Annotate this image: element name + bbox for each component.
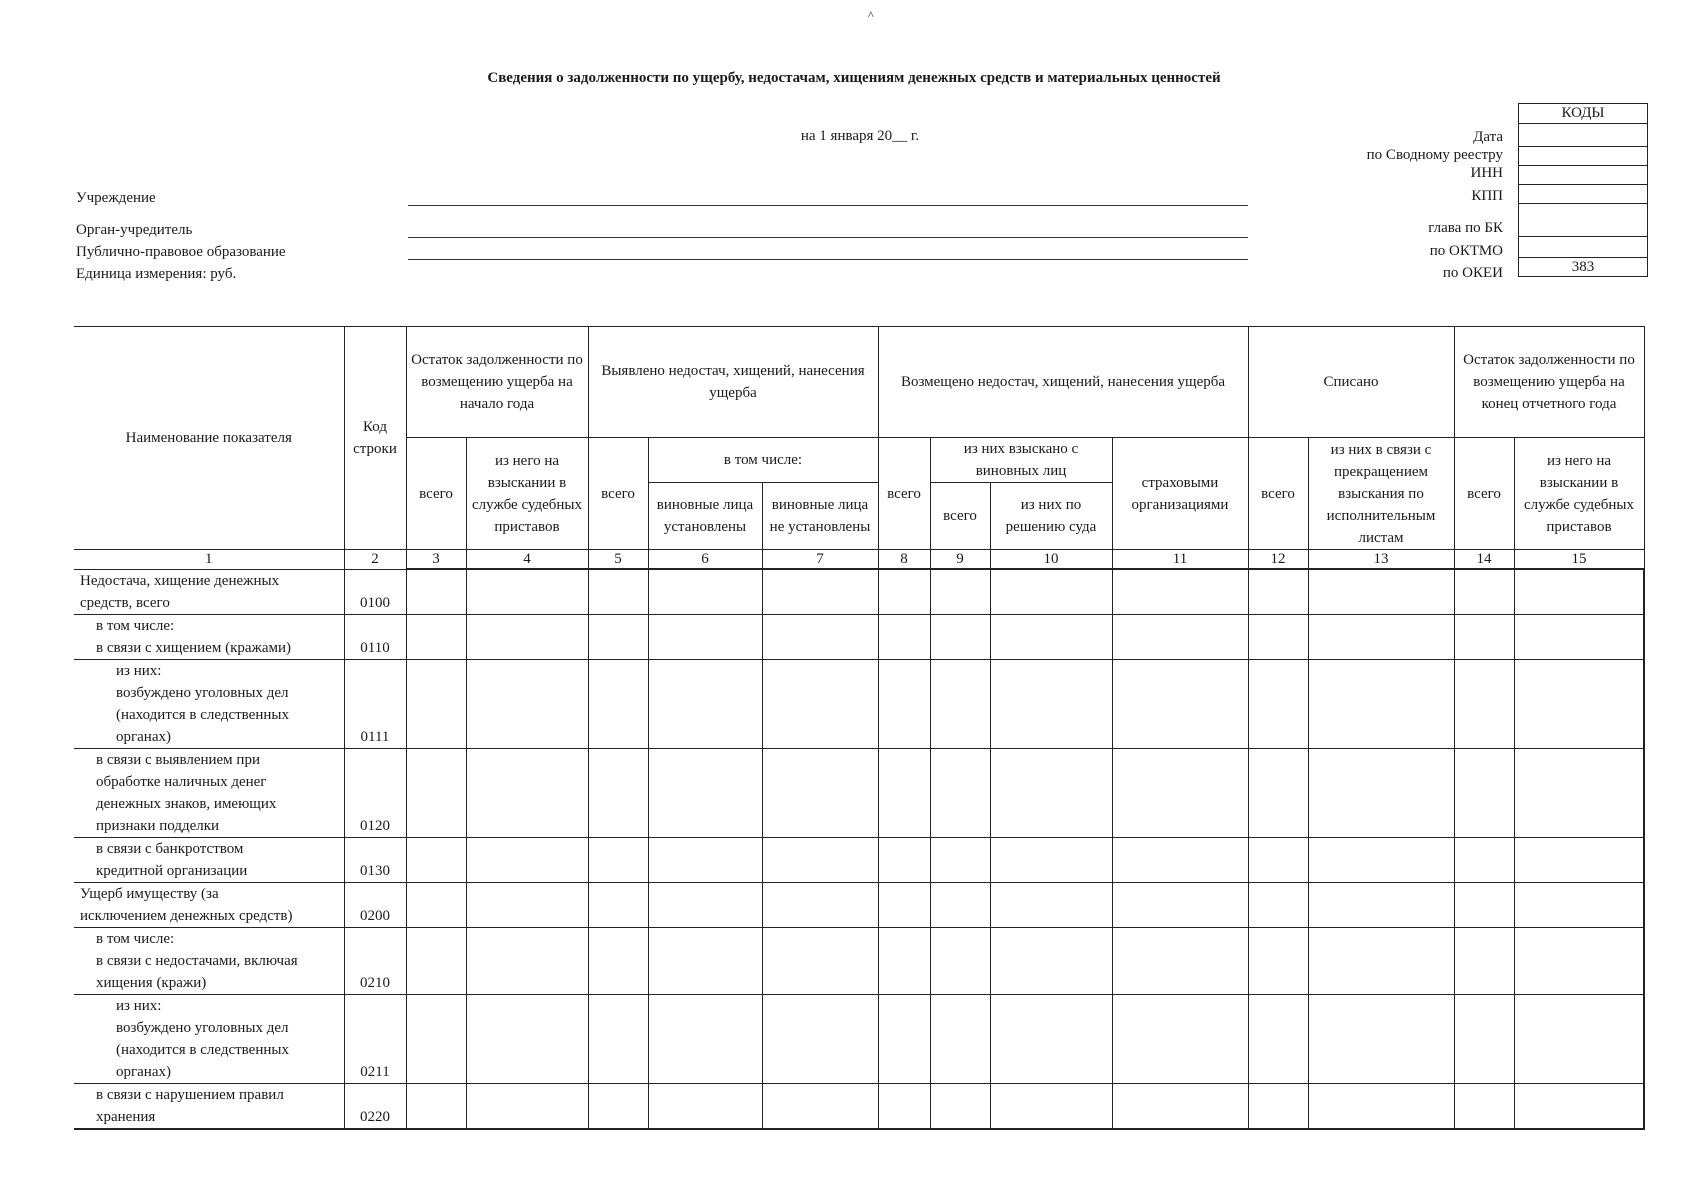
page-mark: ^ bbox=[868, 8, 874, 22]
value-cell[interactable] bbox=[930, 614, 990, 659]
row-name-line: Недостача, хищение денежных bbox=[80, 572, 280, 589]
value-cell[interactable] bbox=[930, 1083, 990, 1129]
column-number: 7 bbox=[762, 550, 878, 570]
code-date-cell[interactable] bbox=[1519, 124, 1648, 147]
value-cell[interactable] bbox=[1308, 1083, 1454, 1129]
value-cell[interactable] bbox=[588, 614, 648, 659]
header-c14-total: всего bbox=[1454, 438, 1514, 550]
value-cell[interactable] bbox=[1112, 1083, 1248, 1129]
debt-table bbox=[74, 326, 1645, 1130]
row-name-line: Ущерб имуществу (за bbox=[80, 885, 219, 902]
value-cell[interactable] bbox=[1248, 837, 1308, 882]
value-cell[interactable] bbox=[990, 927, 1112, 994]
row-name-line: исключением денежных средств) bbox=[80, 907, 293, 924]
value-cell[interactable] bbox=[648, 748, 762, 837]
table-row bbox=[74, 927, 1644, 994]
row-name bbox=[74, 748, 344, 837]
row-name-line: в связи с нарушением правил bbox=[96, 1086, 284, 1103]
code-okei-cell: 383 bbox=[1519, 258, 1648, 277]
value-cell[interactable] bbox=[1112, 837, 1248, 882]
table-row bbox=[74, 614, 1644, 659]
value-cell[interactable] bbox=[1112, 882, 1248, 927]
table-row bbox=[74, 882, 1644, 927]
header-name: Наименование показателя bbox=[74, 327, 344, 550]
value-cell[interactable] bbox=[466, 748, 588, 837]
value-cell[interactable] bbox=[648, 659, 762, 748]
table-row bbox=[74, 1083, 1644, 1129]
value-cell[interactable] bbox=[588, 994, 648, 1083]
header-c8-total: всего bbox=[878, 438, 930, 550]
table-row bbox=[74, 569, 1644, 614]
row-name-line: в связи с выявлением при bbox=[96, 751, 260, 768]
row-name bbox=[74, 659, 344, 748]
value-cell[interactable] bbox=[1514, 659, 1644, 748]
value-cell[interactable] bbox=[1514, 994, 1644, 1083]
value-cell[interactable] bbox=[406, 927, 466, 994]
row-code: 0210 bbox=[344, 927, 406, 994]
value-cell[interactable] bbox=[990, 659, 1112, 748]
column-number: 2 bbox=[344, 550, 406, 570]
value-cell[interactable] bbox=[588, 569, 648, 614]
row-name-line: в связи с недостачами, включая bbox=[96, 952, 298, 969]
value-cell[interactable] bbox=[466, 837, 588, 882]
row-name-line: (находится в следственных bbox=[116, 1041, 289, 1058]
column-number: 9 bbox=[930, 550, 990, 570]
value-cell[interactable] bbox=[1454, 569, 1514, 614]
unit-label: Единица измерения: руб. bbox=[76, 266, 237, 282]
value-cell[interactable] bbox=[1308, 994, 1454, 1083]
value-cell[interactable] bbox=[990, 748, 1112, 837]
column-number: 10 bbox=[990, 550, 1112, 570]
institution-label: Учреждение bbox=[76, 190, 156, 206]
codes-box bbox=[1518, 103, 1648, 277]
value-cell[interactable] bbox=[1514, 614, 1644, 659]
row-name-line: возбуждено уголовных дел bbox=[116, 684, 289, 701]
column-number: 8 bbox=[878, 550, 930, 570]
value-cell[interactable] bbox=[648, 569, 762, 614]
value-cell[interactable] bbox=[648, 994, 762, 1083]
value-cell[interactable] bbox=[1454, 659, 1514, 748]
header-c13-writs: из них в связи с прекращением взыскания по исполнительным листам bbox=[1308, 438, 1454, 550]
row-name-line: кредитной организации bbox=[96, 862, 248, 879]
row-name bbox=[74, 614, 344, 659]
value-cell[interactable] bbox=[990, 1083, 1112, 1129]
row-name-line: средств, всего bbox=[80, 594, 170, 611]
row-code: 0120 bbox=[344, 748, 406, 837]
header-detected: Выявлено недостач, хищений, нанесения ущерба bbox=[588, 327, 878, 438]
value-cell[interactable] bbox=[878, 659, 930, 748]
value-cell[interactable] bbox=[1112, 614, 1248, 659]
value-cell[interactable] bbox=[1112, 927, 1248, 994]
value-cell[interactable] bbox=[1308, 569, 1454, 614]
founder-field[interactable] bbox=[408, 237, 1248, 238]
value-cell[interactable] bbox=[648, 837, 762, 882]
table-row bbox=[74, 748, 1644, 837]
header-c10-court: из них по решению суда bbox=[990, 483, 1112, 550]
header-c9-total: всего bbox=[930, 483, 990, 550]
column-number: 3 bbox=[406, 550, 466, 570]
oktmo-label: по ОКТМО bbox=[1429, 243, 1503, 259]
value-cell[interactable] bbox=[762, 1083, 878, 1129]
report-date: на 1 января 20__ г. bbox=[800, 128, 920, 144]
header-opening-balance: Остаток задолженности по возмещению ущерба на начало года bbox=[406, 327, 588, 438]
value-cell[interactable] bbox=[1454, 882, 1514, 927]
value-cell[interactable] bbox=[1248, 882, 1308, 927]
row-code: 0130 bbox=[344, 837, 406, 882]
value-cell[interactable] bbox=[588, 1083, 648, 1129]
column-numbers-row bbox=[74, 550, 1644, 570]
value-cell[interactable] bbox=[1308, 748, 1454, 837]
value-cell[interactable] bbox=[878, 994, 930, 1083]
header-c6-known: виновные лица установлены bbox=[648, 483, 762, 550]
value-cell[interactable] bbox=[466, 927, 588, 994]
value-cell[interactable] bbox=[406, 614, 466, 659]
value-cell[interactable] bbox=[1514, 837, 1644, 882]
value-cell[interactable] bbox=[878, 614, 930, 659]
value-cell[interactable] bbox=[930, 748, 990, 837]
header-written-off: Списано bbox=[1248, 327, 1454, 438]
value-cell[interactable] bbox=[930, 837, 990, 882]
value-cell[interactable] bbox=[1454, 994, 1514, 1083]
row-code: 0211 bbox=[344, 994, 406, 1083]
row-name-line: денежных знаков, имеющих bbox=[96, 795, 277, 812]
header-c5-total: всего bbox=[588, 438, 648, 550]
row-name-line: признаки подделки bbox=[96, 817, 220, 834]
value-cell[interactable] bbox=[1514, 569, 1644, 614]
value-cell[interactable] bbox=[762, 569, 878, 614]
row-name bbox=[74, 927, 344, 994]
value-cell[interactable] bbox=[762, 927, 878, 994]
row-code: 0111 bbox=[344, 659, 406, 748]
column-number: 12 bbox=[1248, 550, 1308, 570]
value-cell[interactable] bbox=[648, 614, 762, 659]
header-recovered: Возмещено недостач, хищений, нанесения ущерба bbox=[878, 327, 1248, 438]
kpp-label: КПП bbox=[1471, 188, 1503, 204]
public-entity-label: Публично-правовое образование bbox=[76, 244, 286, 260]
row-name bbox=[74, 882, 344, 927]
glava-label: глава по БК bbox=[1428, 220, 1503, 236]
value-cell[interactable] bbox=[930, 659, 990, 748]
value-cell[interactable] bbox=[406, 659, 466, 748]
value-cell[interactable] bbox=[990, 569, 1112, 614]
row-name-line: (находится в следственных bbox=[116, 706, 289, 723]
value-cell[interactable] bbox=[762, 659, 878, 748]
value-cell[interactable] bbox=[930, 882, 990, 927]
row-code: 0220 bbox=[344, 1083, 406, 1129]
value-cell[interactable] bbox=[1112, 569, 1248, 614]
row-name-line: органах) bbox=[116, 728, 171, 745]
value-cell[interactable] bbox=[466, 569, 588, 614]
header-c7-unknown: виновные лица не установлены bbox=[762, 483, 878, 550]
value-cell[interactable] bbox=[990, 882, 1112, 927]
value-cell[interactable] bbox=[1514, 748, 1644, 837]
value-cell[interactable] bbox=[1308, 837, 1454, 882]
value-cell[interactable] bbox=[406, 748, 466, 837]
value-cell[interactable] bbox=[1454, 927, 1514, 994]
header-recovered-from-culprits: из них взыскано с виновных лиц bbox=[930, 438, 1112, 483]
column-number: 1 bbox=[74, 550, 344, 570]
row-name-line: из них: bbox=[116, 662, 162, 679]
value-cell[interactable] bbox=[588, 837, 648, 882]
value-cell[interactable] bbox=[406, 882, 466, 927]
value-cell[interactable] bbox=[878, 927, 930, 994]
value-cell[interactable] bbox=[930, 569, 990, 614]
row-name-line: в том числе: bbox=[96, 617, 175, 634]
value-cell[interactable] bbox=[1248, 569, 1308, 614]
value-cell[interactable] bbox=[990, 614, 1112, 659]
okei-label: по ОКЕИ bbox=[1442, 265, 1503, 281]
value-cell[interactable] bbox=[1514, 927, 1644, 994]
header-c11-insurance: страховыми организациями bbox=[1112, 438, 1248, 550]
row-code: 0200 bbox=[344, 882, 406, 927]
value-cell[interactable] bbox=[1248, 994, 1308, 1083]
code-kpp-cell[interactable] bbox=[1519, 185, 1648, 204]
document-title: Сведения о задолженности по ущербу, недостачам, хищениям денежных средств и материальных ценностей bbox=[487, 70, 1221, 86]
value-cell[interactable] bbox=[648, 1083, 762, 1129]
value-cell[interactable] bbox=[878, 569, 930, 614]
value-cell[interactable] bbox=[648, 927, 762, 994]
row-name-line: в связи с банкротством bbox=[96, 840, 244, 857]
value-cell[interactable] bbox=[1112, 994, 1248, 1083]
value-cell[interactable] bbox=[930, 994, 990, 1083]
value-cell[interactable] bbox=[588, 748, 648, 837]
header-c4-bailiffs: из него на взыскании в службе судебных приставов bbox=[466, 438, 588, 550]
row-name-line: возбуждено уголовных дел bbox=[116, 1019, 289, 1036]
column-number: 15 bbox=[1514, 550, 1644, 570]
row-name bbox=[74, 569, 344, 614]
column-number: 11 bbox=[1112, 550, 1248, 570]
code-registry-cell[interactable] bbox=[1519, 147, 1648, 166]
value-cell[interactable] bbox=[878, 837, 930, 882]
value-cell[interactable] bbox=[648, 882, 762, 927]
value-cell[interactable] bbox=[1248, 614, 1308, 659]
row-name bbox=[74, 837, 344, 882]
code-inn-cell[interactable] bbox=[1519, 166, 1648, 185]
header-c12-total: всего bbox=[1248, 438, 1308, 550]
value-cell[interactable] bbox=[588, 659, 648, 748]
value-cell[interactable] bbox=[466, 994, 588, 1083]
column-number: 13 bbox=[1308, 550, 1454, 570]
code-oktmo-cell[interactable] bbox=[1519, 237, 1648, 258]
value-cell[interactable] bbox=[1248, 927, 1308, 994]
column-number: 5 bbox=[588, 550, 648, 570]
value-cell[interactable] bbox=[406, 994, 466, 1083]
value-cell[interactable] bbox=[1308, 659, 1454, 748]
institution-field[interactable] bbox=[408, 205, 1248, 206]
header-c3-total: всего bbox=[406, 438, 466, 550]
value-cell[interactable] bbox=[406, 569, 466, 614]
value-cell[interactable] bbox=[1308, 614, 1454, 659]
value-cell[interactable] bbox=[990, 994, 1112, 1083]
value-cell[interactable] bbox=[466, 1083, 588, 1129]
row-name-line: в том числе: bbox=[96, 930, 175, 947]
row-name-line: хранения bbox=[96, 1108, 156, 1125]
value-cell[interactable] bbox=[1248, 1083, 1308, 1129]
value-cell[interactable] bbox=[762, 837, 878, 882]
value-cell[interactable] bbox=[1514, 882, 1644, 927]
value-cell[interactable] bbox=[466, 882, 588, 927]
value-cell[interactable] bbox=[466, 659, 588, 748]
row-code: 0110 bbox=[344, 614, 406, 659]
value-cell[interactable] bbox=[990, 837, 1112, 882]
column-number: 4 bbox=[466, 550, 588, 570]
date-label: Дата bbox=[1473, 129, 1503, 145]
row-name bbox=[74, 994, 344, 1083]
table-row bbox=[74, 659, 1644, 748]
value-cell[interactable] bbox=[1112, 748, 1248, 837]
row-name-line: из них: bbox=[116, 997, 162, 1014]
value-cell[interactable] bbox=[878, 1083, 930, 1129]
value-cell[interactable] bbox=[1454, 614, 1514, 659]
value-cell[interactable] bbox=[406, 1083, 466, 1129]
inn-label: ИНН bbox=[1470, 165, 1503, 181]
value-cell[interactable] bbox=[1454, 1083, 1514, 1129]
value-cell[interactable] bbox=[466, 614, 588, 659]
column-number: 14 bbox=[1454, 550, 1514, 570]
value-cell[interactable] bbox=[1514, 1083, 1644, 1129]
value-cell[interactable] bbox=[1454, 837, 1514, 882]
value-cell[interactable] bbox=[762, 748, 878, 837]
header-closing-balance: Остаток задолженности по возмещению ущерба на конец отчетного года bbox=[1454, 327, 1644, 438]
value-cell[interactable] bbox=[878, 748, 930, 837]
header-code: Код строки bbox=[344, 327, 406, 550]
row-name bbox=[74, 1083, 344, 1129]
value-cell[interactable] bbox=[1112, 659, 1248, 748]
value-cell[interactable] bbox=[762, 614, 878, 659]
table-row bbox=[74, 994, 1644, 1083]
header-including: в том числе: bbox=[648, 438, 878, 483]
value-cell[interactable] bbox=[1454, 748, 1514, 837]
table-row bbox=[74, 837, 1644, 882]
value-cell[interactable] bbox=[1248, 659, 1308, 748]
value-cell[interactable] bbox=[588, 882, 648, 927]
header-c15-bailiffs: из него на взыскании в службе судебных приставов bbox=[1514, 438, 1644, 550]
row-name-line: обработке наличных денег bbox=[96, 773, 267, 790]
founder-label: Орган-учредитель bbox=[76, 222, 193, 238]
value-cell[interactable] bbox=[588, 927, 648, 994]
value-cell[interactable] bbox=[406, 837, 466, 882]
row-name-line: хищения (кражи) bbox=[96, 974, 207, 991]
registry-label: по Сводному реестру bbox=[1366, 147, 1503, 163]
value-cell[interactable] bbox=[930, 927, 990, 994]
public-entity-field[interactable] bbox=[408, 259, 1248, 260]
value-cell[interactable] bbox=[762, 882, 878, 927]
row-name-line: в связи с хищением (кражами) bbox=[96, 639, 292, 656]
row-name-line: органах) bbox=[116, 1063, 171, 1080]
value-cell[interactable] bbox=[762, 994, 878, 1083]
value-cell[interactable] bbox=[1308, 882, 1454, 927]
value-cell[interactable] bbox=[1248, 748, 1308, 837]
row-code: 0100 bbox=[344, 569, 406, 614]
column-number: 6 bbox=[648, 550, 762, 570]
value-cell[interactable] bbox=[878, 882, 930, 927]
codes-header: КОДЫ bbox=[1519, 104, 1648, 124]
value-cell[interactable] bbox=[1308, 927, 1454, 994]
code-glava-cell[interactable] bbox=[1519, 204, 1648, 237]
